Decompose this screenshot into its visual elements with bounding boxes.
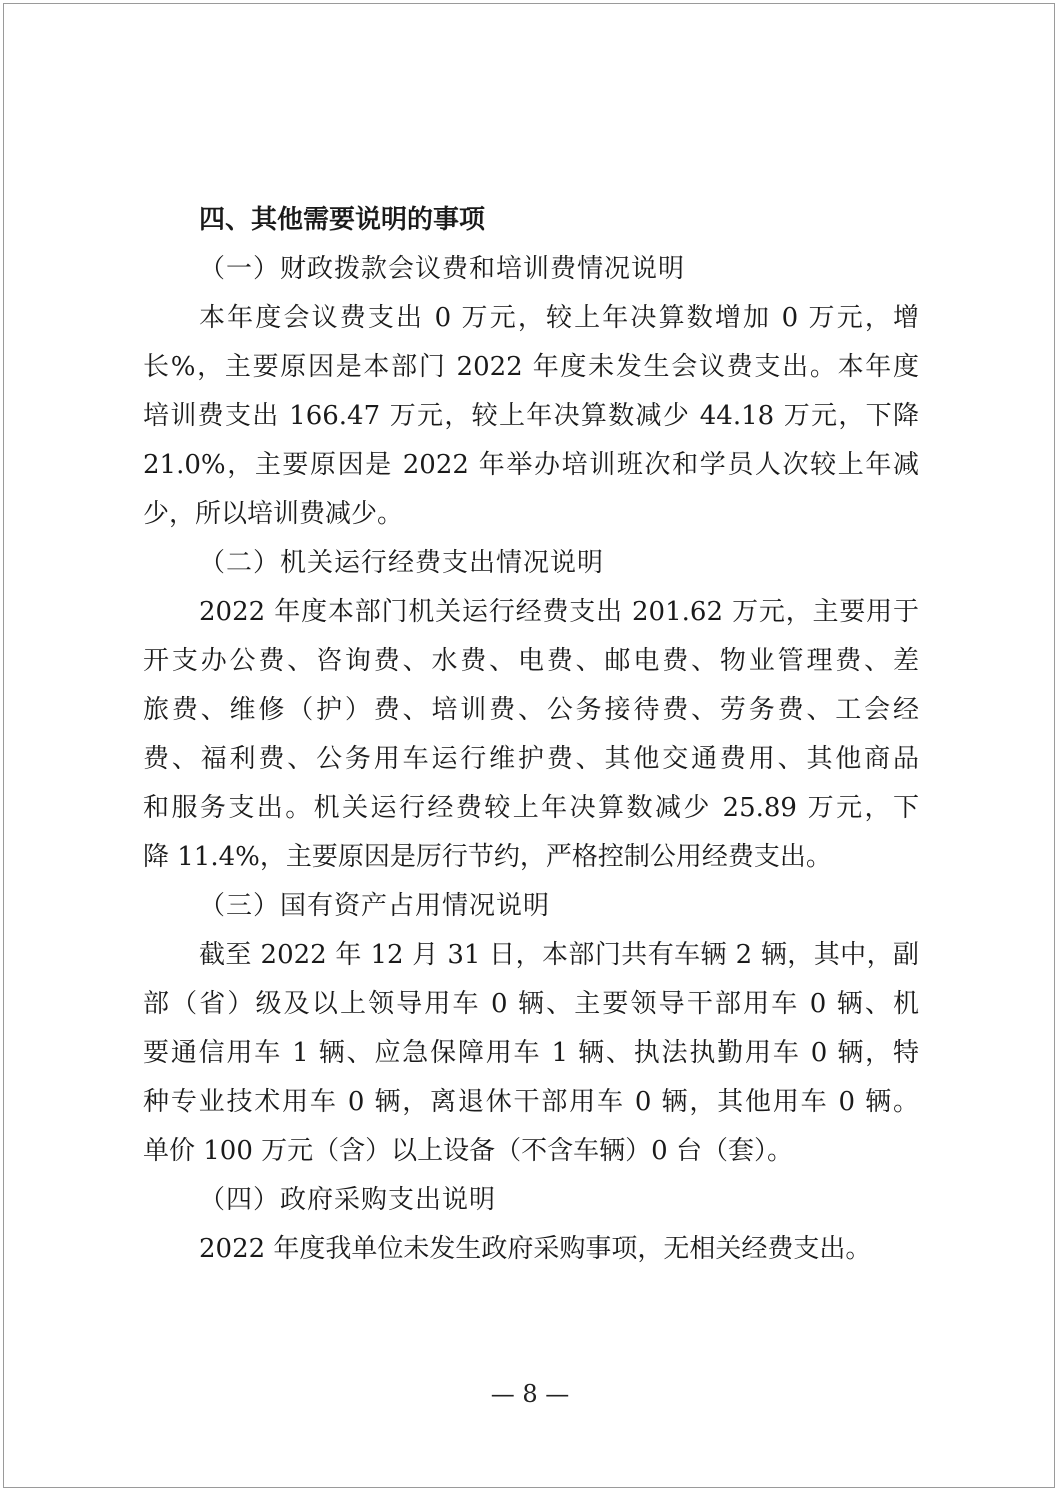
paragraph-line: 旅费、维修（护）费、培训费、公务接待费、劳务费、工会经 xyxy=(143,695,919,725)
page-number: — 8 — xyxy=(490,1380,570,1408)
paragraph-line: 截至 2022 年 12 月 31 日，本部门共有车辆 2 辆，其中，副 xyxy=(199,940,919,970)
subsection-title-3: （三）国有资产占用情况说明 xyxy=(199,891,551,921)
paragraph-line: 2022 年度我单位未发生政府采购事项，无相关经费支出。 xyxy=(199,1234,872,1264)
subsection-title-1: （一）财政拨款会议费和培训费情况说明 xyxy=(199,254,686,284)
paragraph-line: 长%，主要原因是本部门 2022 年度未发生会议费支出。本年度 xyxy=(143,352,919,382)
subsection-title-4: （四）政府采购支出说明 xyxy=(199,1185,497,1215)
paragraph-line: 单价 100 万元（含）以上设备（不含车辆）0 台（套）。 xyxy=(143,1136,793,1166)
paragraph-line: 要通信用车 1 辆、应急保障用车 1 辆、执法执勤用车 0 辆，特 xyxy=(143,1038,919,1068)
paragraph-line: 2022 年度本部门机关运行经费支出 201.62 万元，主要用于 xyxy=(199,597,919,627)
paragraph-line: 费、福利费、公务用车运行维护费、其他交通费用、其他商品 xyxy=(143,744,919,774)
subsection-title-2: （二）机关运行经费支出情况说明 xyxy=(199,548,605,578)
paragraph-line: 降 11.4%，主要原因是厉行节约，严格控制公用经费支出。 xyxy=(143,842,832,872)
paragraph-line: 培训费支出 166.47 万元，较上年决算数减少 44.18 万元，下降 xyxy=(143,401,919,431)
paragraph-line: 部（省）级及以上领导用车 0 辆、主要领导干部用车 0 辆、机 xyxy=(143,989,919,1019)
paragraph-line: 种专业技术用车 0 辆，离退休干部用车 0 辆，其他用车 0 辆。 xyxy=(143,1087,919,1117)
paragraph-line: 开支办公费、咨询费、水费、电费、邮电费、物业管理费、差 xyxy=(143,646,919,676)
document-body xyxy=(143,196,919,1274)
paragraph-line: 21.0%，主要原因是 2022 年举办培训班次和学员人次较上年减 xyxy=(143,450,919,480)
section-heading: 四、其他需要说明的事项 xyxy=(199,205,486,235)
paragraph-line: 少，所以培训费减少。 xyxy=(143,499,404,529)
paragraph-line: 和服务支出。机关运行经费较上年决算数减少 25.89 万元，下 xyxy=(143,793,919,823)
paragraph-line: 本年度会议费支出 0 万元，较上年决算数增加 0 万元，增 xyxy=(199,303,919,333)
